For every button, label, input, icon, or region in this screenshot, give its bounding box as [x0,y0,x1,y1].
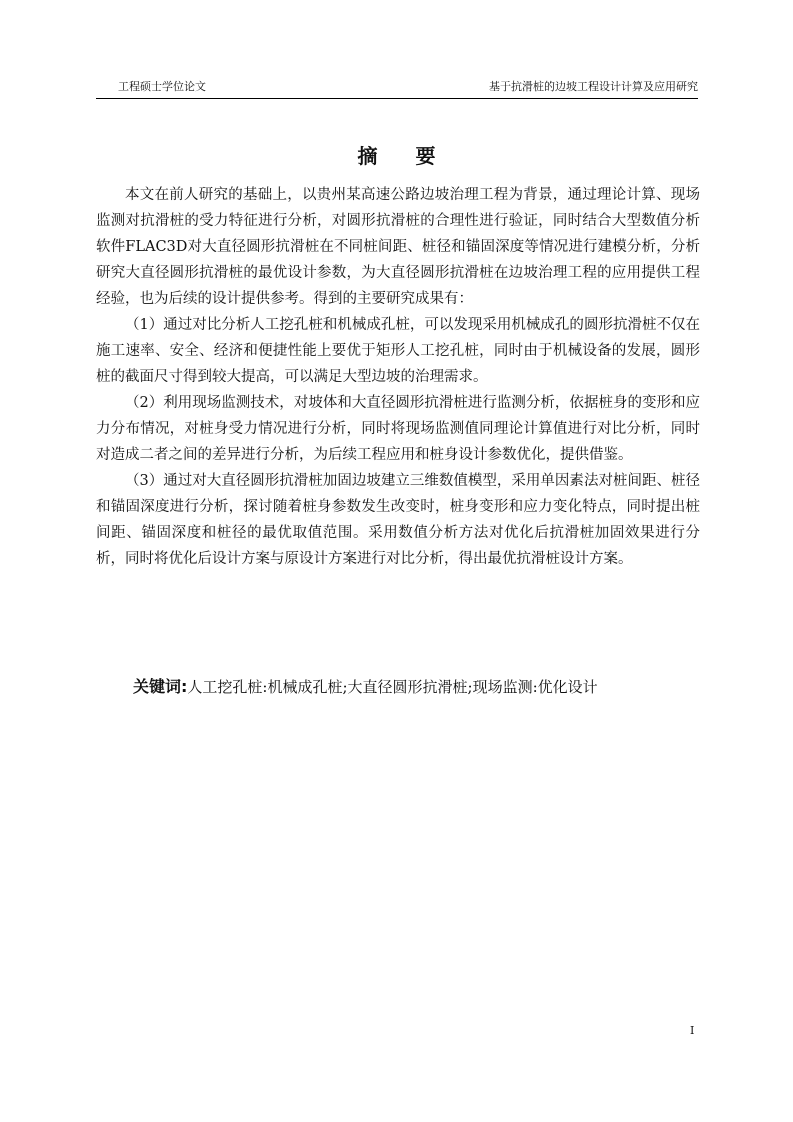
keywords-value: 人工挖孔桩:机械成孔桩;大直径圆形抗滑桩;现场监测:优化设计 [187,678,598,696]
abstract-intro-paragraph: 本文在前人研究的基础上，以贵州某高速公路边坡治理工程为背景，通过理论计算、现场监测对抗滑桩的受力特征进行分析，对圆形抗滑桩的合理性进行验证，同时结合大型数值分析软件FLAC3D对大直径圆形抗滑桩在不同桩间距、桩径和锚固深度等情况进行建模分析，分析研究大直径圆形抗滑桩的最优设计参数，为大直径圆形抗滑桩在边坡治理工程的应用提供工程经验，也为后续的设计提供参考。得到的主要研究成果有： [96,187,700,307]
running-header [96,76,698,99]
keywords-line [133,674,598,697]
header-thesis-title: 基于抗滑桩的边坡工程设计计算及应用研究 [489,80,698,93]
keywords-label: 关键词: [133,677,188,696]
abstract-body [96,182,700,572]
finding-1-paragraph: （1）通过对比分析人工挖孔桩和机械成孔桩，可以发现采用机械成孔的圆形抗滑桩不仅在施工速率、安全、经济和便捷性能上要优于矩形人工挖孔桩，同时由于机械设备的发展，圆形桩的截面尺寸得到较大提高，可以满足大型边坡的治理需求。 [96,317,700,385]
abstract-title: 摘要 [357,144,474,168]
finding-3-paragraph: （3）通过对大直径圆形抗滑桩加固边坡建立三维数值模型，采用单因素法对桩间距、桩径和锚固深度进行分析，探讨随着桩身参数发生改变时，桩身变形和应力变化特点，同时提出桩间距、锚固深度和桩径的最优取值范围。采用数值分析方法对优化后抗滑桩加固效果进行分析，同时将优化后设计方案与原设计方案进行对比分析，得出最优抗滑桩设计方案。 [96,473,700,567]
page-number: I [690,1024,695,1037]
header-thesis-type: 工程硕士学位论文 [118,80,206,93]
finding-2-paragraph: （2）利用现场监测技术，对坡体和大直径圆形抗滑桩进行监测分析，依据桩身的变形和应力分布情况，对桩身受力情况进行分析，同时将现场监测值同理论计算值进行对比分析，同时对造成二者之间的差异进行分析，为后续工程应用和桩身设计参数优化，提供借鉴。 [96,395,700,463]
